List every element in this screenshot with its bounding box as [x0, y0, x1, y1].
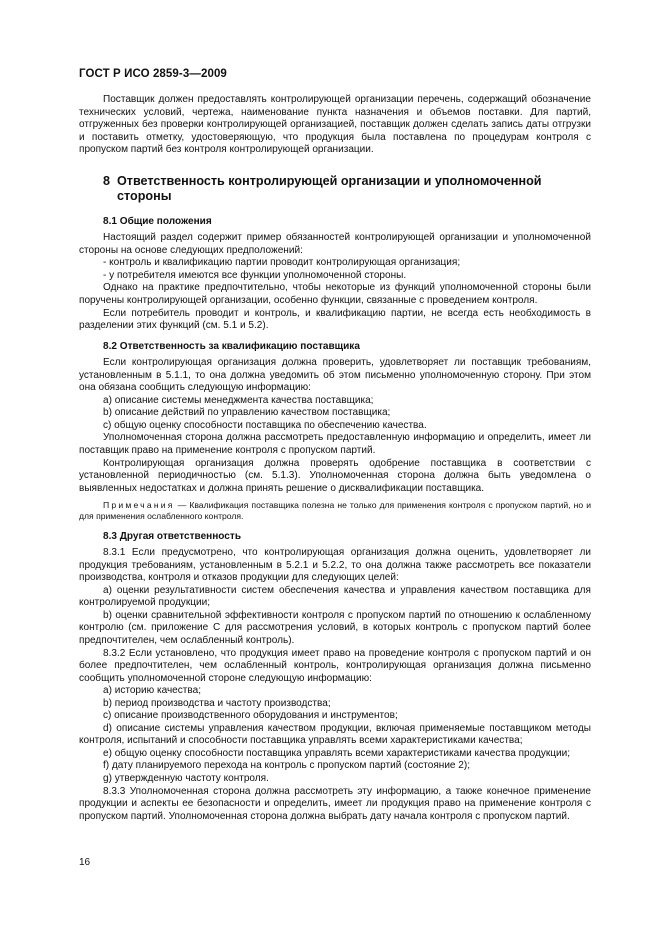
paragraph: 8.3.3 Уполномоченная сторона должна рассмотреть эту информацию, а также конечное применение продукции и аспекты ее безопасности и определить, имеет ли продукция право на применение контроля с пропуском партий. Уполномоченная сторона должна выбрать дату начала контроля с пропуском партий.	[79, 785, 591, 822]
paragraph: Если потребитель проводит и контроль, и квалификацию партии, не всегда есть необходимость в разделении этих функций (см. 5.1 и 5.2).	[79, 307, 591, 332]
paragraph: Однако на практике предпочтительно, чтобы некоторые из функций уполномоченной стороны были поручены контролирующей организации, особенно функции, связанные с проведением контроля.	[79, 282, 591, 307]
paragraph: Контролирующая организация должна проверять одобрение поставщика в соответствии с установленной периодичностью (см. 5.1.3). Уполномоченная сторона должна быть уведомлена о выявленных недостатках и должна принять решение о дисквалификации поставщика.	[79, 457, 591, 494]
list-item: a) историю качества;	[103, 685, 201, 697]
list-item: g) утвержденную частоту контроля.	[103, 773, 269, 785]
note-text: — Квалификация поставщика полезна не только для применения контроля с пропуском партий, но и для применения ослабленного контроля.	[79, 500, 592, 522]
section-number: 8	[103, 173, 111, 188]
subsection-8-2-heading: 8.2 Ответственность за квалификацию поставщика	[103, 340, 360, 352]
note-label: Примечания	[103, 500, 175, 511]
list-item: d) описание системы управления качеством продукции, включая применяемые поставщиком методы контроля, испытаний и способности поставщика управлять всеми характеристиками качества;	[79, 722, 591, 747]
list-item: a) описание системы менеджмента качества поставщика;	[103, 394, 374, 406]
list-item: - у потребителя имеются все функции уполномоченной стороны.	[103, 269, 407, 281]
paragraph: 8.3.1 Если предусмотрено, что контролирующая организация должна оценить, удовлетворяет ли продукция требованиям, установленным в 5.2.1 и 5.2.2, то она должна также рассмотреть все показатели производства, контроля и отказов продукции для следующих целей:	[79, 547, 591, 584]
subsection-8-1-heading: 8.1 Общие положения	[103, 215, 212, 227]
paragraph: 8.3.2 Если установлено, что продукция имеет право на проведение контроля с пропуском партий и он более предпочтителен, чем ослабленный контроль, контролирующая организация должна письменно сообщить уполномоченной стороне следующую информацию:	[79, 647, 591, 684]
paragraph: Уполномоченная сторона должна рассмотреть предоставленную информацию и определить, имеет ли поставщик право на применение контроля с пропуском партий.	[79, 432, 591, 457]
list-item: b) период производства и частоту производства;	[103, 697, 331, 709]
list-item: c) описание производственного оборудования и инструментов;	[103, 710, 398, 722]
note	[79, 500, 591, 522]
list-item: e) общую оценку способности поставщика управлять всеми характеристиками качества продукции;	[103, 747, 571, 759]
subsection-8-3-heading: 8.3 Другая ответственность	[103, 530, 241, 542]
paragraph: Если контролирующая организация должна проверить, удовлетворяет ли поставщик требованиям, установленным в 5.1.1, то она должна уведомить об этом письменно уполномоченную сторону. При этом она обязана сообщить следующую информацию:	[79, 357, 591, 394]
list-item: f) дату планируемого перехода на контроль с пропуском партий (состояние 2);	[103, 760, 471, 772]
list-item: c) общую оценку способности поставщика по обеспечению качества.	[103, 419, 427, 431]
list-item: a) оценки результативности систем обеспечения качества и управления качеством поставщика для контролируемой продукции;	[79, 584, 591, 609]
document-body	[79, 94, 591, 823]
list-item: - контроль и квалификацию партии проводит контролирующая организация;	[103, 257, 461, 269]
list-item: b) оценки сравнительной эффективности контроля с пропуском партий по отношению к ослабленному контролю (см. приложение С для рассмотрения условий, в которых контроль с пропуском партий более предпочтителен, чем ослабленный контроль).	[79, 609, 591, 646]
paragraph: Настоящий раздел содержит пример обязанностей контролирующей организации и уполномоченной стороны на основе следующих предположений:	[79, 232, 591, 256]
section-8-heading	[103, 174, 591, 204]
section-title: Ответственность контролирующей организации и уполномоченной стороны	[117, 173, 542, 203]
list-item: b) описание действий по управлению качеством поставщика;	[103, 407, 391, 419]
document-header: ГОСТ Р ИСО 2859-3—2009	[79, 68, 227, 80]
intro-paragraph: Поставщик должен предоставлять контролирующей организации перечень, содержащий обозначение технических условий, чертежа, наименование пункта назначения и объемов поставки. Для партий, отгруженных без проверки контролирующей организацией, поставщик должен сделать запись даты отгрузки и поставить отметку, удостоверяющую, что продукция была поставлена по процедурам контроля с пропуском партий без контроля контролирующей организации.	[79, 94, 591, 156]
page-number: 16	[79, 857, 91, 868]
